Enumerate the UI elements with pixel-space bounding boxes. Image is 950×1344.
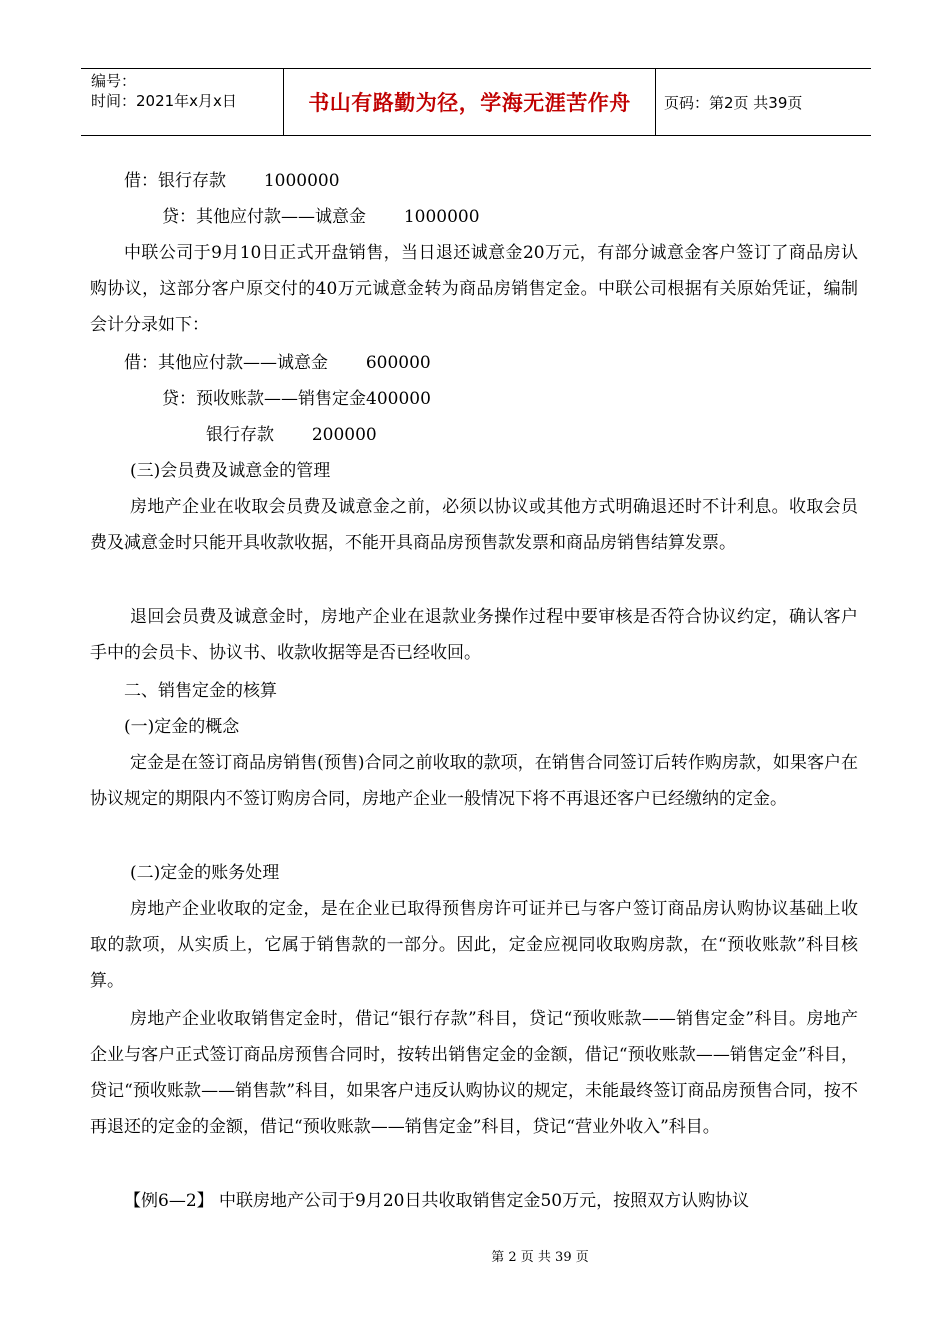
paragraph: 房地产企业收取的定金，是在企业已取得预售房许可证并已与客户签订商品房认购协议基础上收取的款项，从实质上，它属于销售款的一部分。因此，定金应视同收取购房款，在“预收账款”科目核算。 bbox=[90, 899, 858, 991]
code-label: 编号： bbox=[91, 72, 137, 90]
page-footer: 第 2 页 共 39 页 bbox=[491, 1250, 589, 1265]
paragraph: 中联公司于9月10日正式开盘销售，当日退还诚意金20万元，有部分诚意金客户签订了商品房认购协议，这部分客户原交付的40万元诚意金转为商品房销售定金。中联公司根据有关原始凭证，编制会计分录如下： bbox=[90, 243, 858, 335]
section-heading: (二)定金的账务处理 bbox=[130, 863, 280, 883]
section-heading: (三)会员费及诚意金的管理 bbox=[130, 461, 331, 481]
date-label: 时间：2021年x月x日 bbox=[91, 92, 237, 110]
paragraph: 房地产企业收取销售定金时，借记“银行存款”科目，贷记“预收账款——销售定金”科目。房地产企业与客户正式签订商品房预售合同时，按转出销售定金的金额，借记“预收账款——销售定金”科目，贷记“预收账款——销售款”科目，如果客户违反认购协议的规定，未能最终签订商品房预售合同，按不再退还的定金的金额，借记“预收账款——销售定金”科目，贷记“营业外收入”科目。 bbox=[90, 1009, 858, 1137]
entry-line: 借：其他应付款——诚意金 600000 bbox=[124, 353, 431, 373]
paragraph: 定金是在签订商品房销售(预售)合同之前收取的款项，在销售合同签订后转作购房款，如果客户在协议规定的期限内不签订购房合同，房地产企业一般情况下将不再退还客户已经缴纳的定金。 bbox=[90, 753, 858, 809]
paragraph: 退回会员费及诚意金时，房地产企业在退款业务操作过程中要审核是否符合协议约定，确认客户手中的会员卡、协议书、收款收据等是否已经收回。 bbox=[90, 607, 858, 663]
entry-line: 借：银行存款 1000000 bbox=[124, 171, 340, 191]
entry-line: 银行存款 200000 bbox=[206, 425, 377, 445]
header-motto: 书山有路勤为径，学海无涯苦作舟 bbox=[284, 69, 656, 135]
section-heading: (一)定金的概念 bbox=[124, 717, 240, 737]
paragraph: 【例6—2】 中联房地产公司于9月20日共收取销售定金50万元，按照双方认购协议 bbox=[124, 1191, 750, 1211]
header-meta bbox=[81, 69, 284, 135]
entry-line: 贷：其他应付款——诚意金 1000000 bbox=[162, 207, 480, 227]
paragraph: 房地产企业在收取会员费及诚意金之前，必须以协议或其他方式明确退还时不计利息。收取会员费及减意金时只能开具收款收据，不能开具商品房预售款发票和商品房销售结算发票。 bbox=[90, 497, 858, 553]
page-header bbox=[81, 68, 871, 136]
section-heading: 二、销售定金的核算 bbox=[124, 681, 277, 701]
entry-line: 贷：预收账款——销售定金400000 bbox=[162, 389, 431, 409]
header-page-info: 页码：第2页 共39页 bbox=[664, 93, 803, 112]
